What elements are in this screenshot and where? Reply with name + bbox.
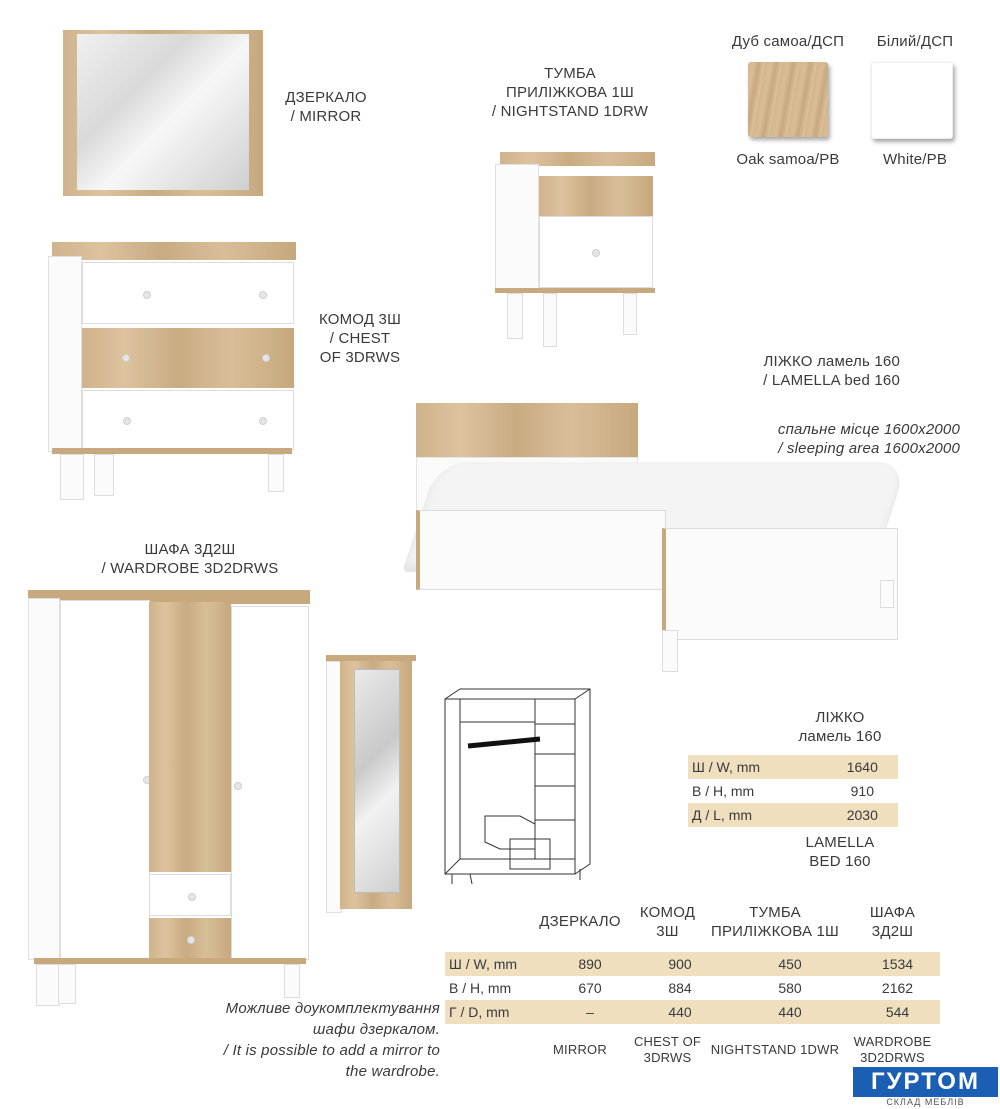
cell: 1534 [881, 956, 914, 972]
cell: – [586, 1004, 594, 1020]
row-value: 1640 [846, 759, 878, 775]
cell: 544 [885, 1004, 910, 1020]
cell: 900 [668, 956, 692, 972]
col-footer-chest: CHEST OF 3DRWS [633, 1034, 702, 1065]
cell: 440 [778, 1004, 802, 1020]
col-header-wardrobe: ШАФА 3Д2Ш [869, 904, 916, 940]
row-value: 910 [850, 783, 874, 799]
bed-spec-table [688, 755, 898, 827]
nightstand-image [495, 152, 660, 347]
table-row [445, 952, 940, 976]
row-label: Д / L, mm [692, 807, 753, 823]
row-label: Г / D, mm [449, 1004, 510, 1020]
table-row [688, 755, 898, 779]
col-footer-wardrobe: WARDROBE 3D2DRWS [853, 1034, 932, 1065]
bed-sleep-area: спальне місце 1600x2000 / sleeping area 1600x2000 [777, 421, 960, 457]
row-value: 2030 [846, 807, 878, 823]
swatch-oak-top-label: Дуб самоа/ДСП [731, 33, 845, 50]
col-footer-nightstand: NIGHTSTAND 1DWR [710, 1042, 840, 1057]
wardrobe-mirror-note: Можливе доукомплектування шафи дзеркалом. / It is possible to add a mirror to the wardrobe. [223, 1000, 440, 1080]
brand-name: ГУРТОМ [871, 1068, 980, 1095]
mirror-image [63, 30, 263, 196]
table-row [445, 976, 940, 1000]
bed-table-title: ЛІЖКО ламель 160 [798, 709, 882, 745]
bed-image [410, 400, 900, 672]
table-row [688, 803, 898, 827]
swatch-white-bottom-label: White/PB [882, 151, 948, 168]
cell: 450 [778, 956, 802, 972]
col-header-nightstand: ТУМБА ПРИЛІЖКОВА 1Ш [710, 904, 840, 940]
nightstand-label: ТУМБА ПРИЛІЖКОВА 1Ш / NIGHTSTAND 1DRW [491, 65, 649, 120]
cell: 2162 [881, 980, 914, 996]
col-header-mirror: ДЗЕРКАЛО [539, 913, 621, 930]
wardrobe-label: ШАФА 3Д2Ш / WARDROBE 3D2DRWS [101, 541, 279, 577]
white-swatch[interactable] [871, 62, 953, 139]
main-spec-table [445, 952, 940, 1024]
mirror-label: ДЗЕРКАЛО / MIRROR [285, 89, 367, 125]
brand-logo[interactable] [853, 1067, 998, 1097]
swatch-white-top-label: Білий/ДСП [876, 33, 954, 50]
bed-table-footer: LAMELLA BED 160 [805, 834, 875, 870]
cell: 884 [668, 980, 692, 996]
wardrobe-image [28, 590, 310, 1006]
swatch-oak-bottom-label: Oak samoa/PB [736, 151, 840, 168]
col-footer-mirror: MIRROR [553, 1042, 607, 1057]
row-label: Ш / W, mm [449, 956, 518, 972]
row-label: В / H, mm [449, 980, 512, 996]
col-header-chest: КОМОД 3Ш [639, 904, 696, 940]
table-row [688, 779, 898, 803]
brand-tagline: СКЛАД МЕБЛІВ [886, 1097, 965, 1107]
oak-swatch[interactable] [748, 62, 828, 137]
chest-image [48, 242, 298, 500]
cell: 440 [668, 1004, 692, 1020]
cell: 670 [578, 980, 602, 996]
chest-label: КОМОД 3Ш / CHEST OF 3DRWS [318, 311, 402, 366]
wardrobe-interior-diagram [440, 684, 595, 884]
row-label: В / H, mm [692, 783, 755, 799]
bed-label: ЛІЖКО ламель 160 / LAMELLA bed 160 [763, 353, 900, 389]
row-label: Ш / W, mm [692, 759, 761, 775]
table-row [445, 1000, 940, 1024]
wardrobe-mirror-door-image [326, 655, 416, 915]
cell: 890 [578, 956, 602, 972]
cell: 580 [778, 980, 802, 996]
